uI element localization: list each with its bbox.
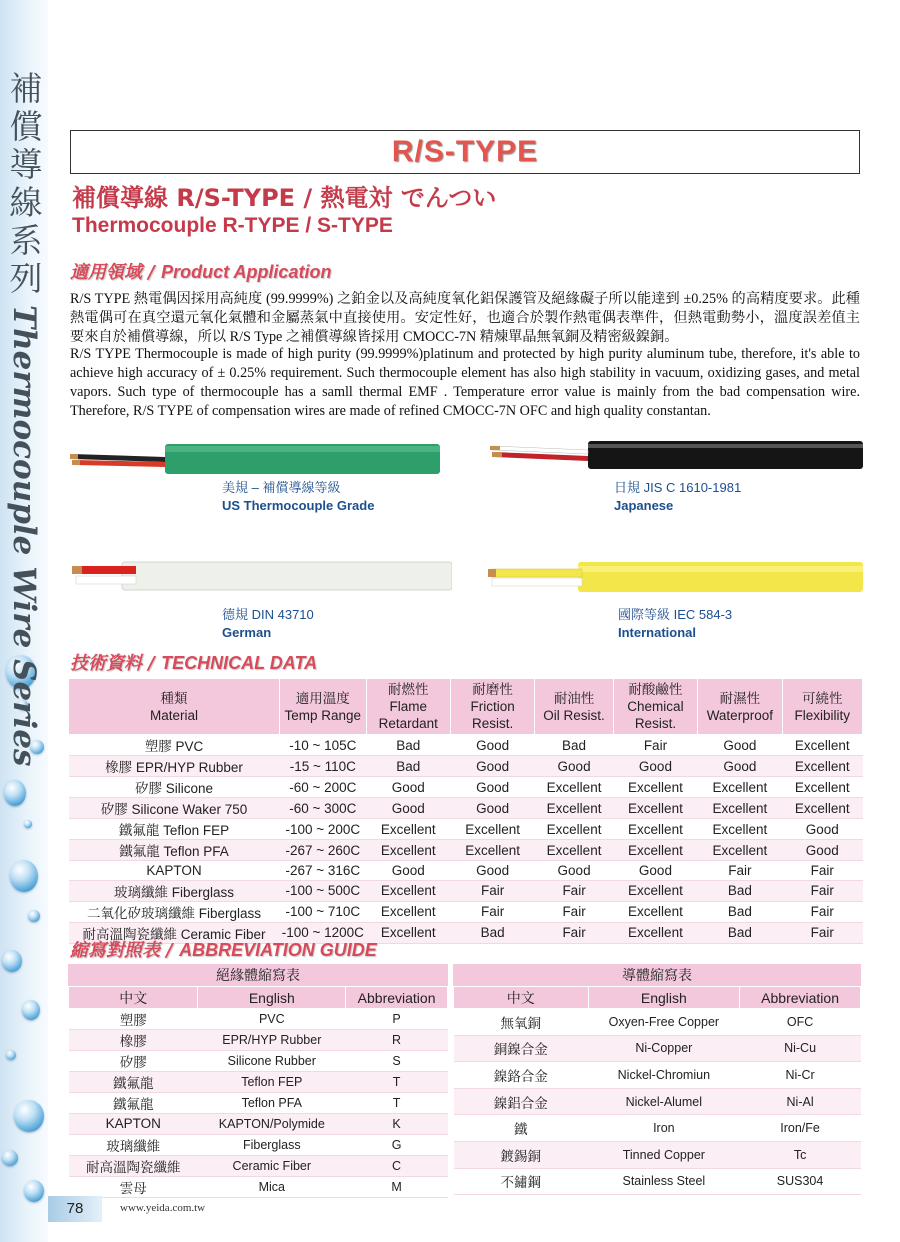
table-cell: 橡膠 EPR/HYP Rubber (69, 756, 280, 777)
side-title (6, 70, 46, 298)
table-cell: G (346, 1134, 448, 1155)
table-cell: Nickel-Chromiun (588, 1062, 740, 1089)
table-cell: 不鏽鋼 (454, 1168, 589, 1195)
page-number: 78 (48, 1196, 102, 1222)
table-cell: KAPTON (69, 861, 280, 881)
table-cell: Excellent (613, 901, 697, 922)
table-row (69, 901, 863, 922)
table-row (69, 1176, 448, 1197)
table-cell: EPR/HYP Rubber (198, 1030, 346, 1051)
table-cell: 耐高溫陶瓷纖維 (69, 1155, 198, 1176)
table-row (69, 1114, 448, 1135)
side-title-cjk-1: 補 (9, 69, 43, 108)
column-header-line: Flame (389, 699, 428, 714)
column-header-line: Waterproof (706, 707, 773, 723)
table-cell: Excellent (366, 901, 450, 922)
application-heading-cn: 適用領域 / (70, 262, 162, 283)
technical-heading-cn: 技術資料 / (70, 653, 162, 674)
table-cell: Ni-Al (740, 1088, 861, 1115)
column-header-line: Resist. (634, 716, 677, 731)
column-header-line: Oil Resist. (543, 707, 605, 723)
table-cell: Excellent (782, 756, 862, 777)
table-cell: C (346, 1155, 448, 1176)
abbreviation-heading (70, 936, 377, 962)
table-row (69, 1009, 448, 1030)
table-cell: 玻璃纖維 (69, 1134, 198, 1155)
table-cell: Excellent (782, 735, 862, 756)
column-header-line: Friction (470, 699, 515, 714)
table-cell: Fair (698, 861, 782, 881)
table-cell: SUS304 (740, 1168, 861, 1195)
column-header (782, 679, 862, 735)
table-cell: Good (450, 777, 534, 798)
column-header-line: Flexibility (794, 707, 851, 723)
table-row (69, 819, 863, 840)
table-cell: Ceramic Fiber (198, 1155, 346, 1176)
table-cell: Iron (588, 1115, 740, 1142)
table-cell: 塑膠 (69, 1009, 198, 1030)
table-cell: Fair (535, 901, 613, 922)
side-title-cjk-3: 導 (9, 145, 43, 184)
table-cell: P (346, 1009, 448, 1030)
column-header (535, 679, 613, 735)
table-row (454, 1088, 861, 1115)
water-drop-icon (10, 860, 38, 892)
website-url: www.yeida.com.tw (120, 1202, 206, 1214)
side-title-cjk-4: 線 (9, 183, 43, 222)
table-cell: Good (698, 735, 782, 756)
table-cell: Nickel-Alumel (588, 1088, 740, 1115)
table-cell: Excellent (613, 840, 697, 861)
table-cell: Mica (198, 1176, 346, 1197)
cable-image-jp (488, 438, 863, 474)
table-cell: -100 ~ 1200C (280, 922, 367, 943)
table-cell: -15 ~ 110C (280, 756, 367, 777)
technical-heading-en: TECHNICAL DATA (161, 653, 318, 673)
table-cell: Oxyen-Free Copper (588, 1009, 740, 1036)
technical-data-table (68, 678, 863, 944)
table-cell: Teflon PFA (198, 1093, 346, 1114)
table-row (69, 1030, 448, 1051)
table-cell: 矽膠 Silicone Waker 750 (69, 798, 280, 819)
table-cell: Excellent (613, 880, 697, 901)
table-cell: -100 ~ 710C (280, 901, 367, 922)
table-cell: Excellent (613, 922, 697, 943)
table-cell: Good (698, 756, 782, 777)
table-cell: PVC (198, 1009, 346, 1030)
table-cell: Ni-Cr (740, 1062, 861, 1089)
table-cell: 矽膠 (69, 1051, 198, 1072)
table-cell: 鐵氟龍 (69, 1072, 198, 1093)
water-drop-icon (2, 1150, 18, 1166)
table-row (69, 756, 863, 777)
column-header-line: 種類 (160, 690, 188, 706)
table-cell: Bad (450, 922, 534, 943)
water-drop-icon (14, 1100, 44, 1132)
table-row (454, 1141, 861, 1168)
table-row (69, 840, 863, 861)
table-cell: Bad (698, 901, 782, 922)
table-cell: 銅鎳合金 (454, 1035, 589, 1062)
table-cell: 耐高溫陶瓷纖維 Ceramic Fiber (69, 922, 280, 943)
table-cell: Excellent (698, 840, 782, 861)
water-drop-icon (2, 950, 22, 972)
column-header-line: 耐磨性 (472, 682, 513, 697)
column-header-line: Resist. (472, 716, 514, 731)
table-row (69, 1093, 448, 1114)
table-cell: -100 ~ 200C (280, 819, 367, 840)
table-cell: -60 ~ 200C (280, 777, 367, 798)
table-cell: 鎳鉻合金 (454, 1062, 589, 1089)
title-chinese: 補償導線 R/S-TYPE / 熱電対 でんつい (72, 184, 497, 212)
table-cell: Excellent (535, 840, 613, 861)
column-header-line: 耐濕性 (719, 690, 761, 706)
table-row (69, 1051, 448, 1072)
water-drop-icon (22, 1000, 40, 1020)
table-cell: M (346, 1176, 448, 1197)
table-cell: Bad (698, 880, 782, 901)
cable-caption-iec (618, 606, 732, 642)
table-cell: 鐵氟龍 Teflon FEP (69, 819, 280, 840)
cable-caption-de (222, 606, 314, 642)
table-cell: T (346, 1072, 448, 1093)
table-cell: Excellent (698, 798, 782, 819)
table-cell: Ni-Cu (740, 1035, 861, 1062)
table-cell: 雲母 (69, 1176, 198, 1197)
insulation-abbreviation-table (68, 964, 448, 1198)
table-row (454, 1062, 861, 1089)
table-cell: Excellent (782, 798, 862, 819)
cable-caption-cn: 美規 – 補償導線等級 (222, 480, 341, 495)
table-cell: Excellent (698, 819, 782, 840)
side-title-cjk-5: 系 (9, 221, 43, 260)
table-cell: Fair (782, 861, 862, 881)
table-row (454, 1168, 861, 1195)
table-cell: Good (366, 798, 450, 819)
table-cell: Good (782, 840, 862, 861)
table-cell: Good (450, 756, 534, 777)
insulation-table-title: 絕緣體縮寫表 (68, 964, 448, 986)
column-header-line: Material (149, 707, 198, 723)
column-header-line: 耐油性 (553, 690, 595, 706)
table-row (69, 777, 863, 798)
cable-caption-cn: 德規 DIN 43710 (222, 607, 314, 622)
table-cell: Fair (782, 901, 862, 922)
title-english: Thermocouple R-TYPE / S-TYPE (72, 214, 393, 237)
table-cell: Excellent (366, 880, 450, 901)
column-header (613, 679, 697, 735)
application-text-cn: R/S TYPE 熱電偶因採用高純度 (99.9999%) 之鉑金以及高純度氧化鋁保護管及絕緣礙子所以能達到 ±0.25% 的高精度要求。此種熱電偶可在真空還元氧化氣體和金屬蒸氣中直接使用。安定性好，也適合於製作熱電偶表準件，但熱電動勢小，溫度誤差值主要來自於補償導線，所以 R/S Type 之補償導線皆採用 CMOCC-7N 精煉單晶無氧銅及精密級鎳銅。 (70, 291, 860, 345)
column-header (698, 679, 782, 735)
table-cell: Stainless Steel (588, 1168, 740, 1195)
column-header (69, 679, 280, 735)
cable-caption-cn: 國際等級 IEC 584-3 (618, 607, 733, 622)
table-cell: Excellent (698, 777, 782, 798)
page-title-box (70, 130, 860, 174)
cable-caption-en: German (222, 625, 272, 640)
abbreviation-heading-cn: 縮寫對照表 / (70, 940, 180, 961)
table-cell: Fiberglass (198, 1134, 346, 1155)
side-title-cjk-6: 列 (9, 259, 43, 298)
table-cell: Fair (450, 901, 534, 922)
table-cell: Excellent (450, 819, 534, 840)
table-cell: 橡膠 (69, 1030, 198, 1051)
table-cell: KAPTON (69, 1114, 198, 1135)
table-cell: Fair (535, 880, 613, 901)
technical-heading (70, 649, 317, 675)
column-header-line: Chemical (627, 699, 684, 714)
table-cell: Silicone Rubber (198, 1051, 346, 1072)
cable-image-iec (488, 560, 863, 596)
column-header: English (198, 987, 346, 1009)
column-header-line: Temp Range (284, 707, 362, 723)
table-cell: 塑膠 PVC (69, 735, 280, 756)
column-header: English (588, 987, 740, 1009)
table-cell: 無氧銅 (454, 1009, 589, 1036)
table-cell: 鎳鋁合金 (454, 1088, 589, 1115)
table-cell: 鐵氟龍 (69, 1093, 198, 1114)
table-cell: 鐵 (454, 1115, 589, 1142)
table-cell: 玻璃纖維 Fiberglass (69, 880, 280, 901)
table-cell: Fair (613, 735, 697, 756)
table-row (69, 880, 863, 901)
table-row (69, 735, 863, 756)
column-header: Abbreviation (740, 987, 861, 1009)
table-cell: 矽膠 Silicone (69, 777, 280, 798)
column-header-line: 耐酸鹼性 (628, 682, 683, 697)
page-title: R/S-TYPE (391, 135, 539, 168)
table-cell: OFC (740, 1009, 861, 1036)
table-cell: Good (366, 861, 450, 881)
cable-caption-en: International (618, 625, 697, 640)
table-row (69, 798, 863, 819)
table-cell: Bad (698, 922, 782, 943)
table-cell: S (346, 1051, 448, 1072)
table-row (69, 1072, 448, 1093)
conductor-abbreviation-table (453, 964, 861, 1195)
side-title-en: Thermocouple Wire Series (6, 305, 42, 767)
cable-image-us (70, 440, 440, 480)
table-cell: Bad (366, 756, 450, 777)
table-row (69, 1134, 448, 1155)
table-cell: Good (535, 756, 613, 777)
column-header-line: 耐燃性 (388, 682, 429, 697)
table-cell: Fair (450, 880, 534, 901)
column-header: 中文 (454, 987, 589, 1009)
table-cell: Fair (535, 922, 613, 943)
side-title-en-wrap (4, 305, 44, 767)
water-drop-icon (4, 780, 26, 806)
table-cell: Good (450, 735, 534, 756)
table-cell: R (346, 1030, 448, 1051)
cable-caption-en: US Thermocouple Grade (222, 498, 375, 513)
table-cell: Excellent (613, 798, 697, 819)
abbreviation-heading-en: ABBREVIATION GUIDE (179, 940, 377, 960)
table-cell: Excellent (366, 840, 450, 861)
table-cell: Ni-Copper (588, 1035, 740, 1062)
table-cell: Tc (740, 1141, 861, 1168)
table-cell: K (346, 1114, 448, 1135)
water-drop-icon (24, 820, 32, 828)
table-cell: Bad (535, 735, 613, 756)
table-cell: Excellent (535, 798, 613, 819)
table-cell: KAPTON/Polymide (198, 1114, 346, 1135)
column-header: 中文 (69, 987, 198, 1009)
column-header-line: 適用溫度 (295, 690, 350, 706)
cable-image-de (72, 560, 452, 592)
column-header (366, 679, 450, 735)
table-cell: Excellent (366, 922, 450, 943)
column-header: Abbreviation (346, 987, 448, 1009)
table-cell: Excellent (535, 777, 613, 798)
table-cell: -267 ~ 316C (280, 861, 367, 881)
table-row (454, 1115, 861, 1142)
application-heading (70, 258, 331, 284)
table-cell: Teflon FEP (198, 1072, 346, 1093)
table-cell: Bad (366, 735, 450, 756)
cable-caption-en: Japanese (614, 498, 674, 513)
water-drop-icon (28, 910, 40, 922)
table-row (69, 1155, 448, 1176)
table-cell: Excellent (366, 819, 450, 840)
table-row (454, 1009, 861, 1036)
table-cell: 鐵氟龍 Teflon PFA (69, 840, 280, 861)
table-cell: Good (613, 861, 697, 881)
table-cell: Good (450, 861, 534, 881)
table-cell: Good (613, 756, 697, 777)
table-cell: Excellent (613, 819, 697, 840)
table-cell: Good (366, 777, 450, 798)
table-cell: Excellent (450, 840, 534, 861)
table-row (69, 861, 863, 881)
water-drop-icon (24, 1180, 44, 1202)
table-cell: Good (535, 861, 613, 881)
table-cell: Excellent (613, 777, 697, 798)
table-cell: Tinned Copper (588, 1141, 740, 1168)
table-cell: -60 ~ 300C (280, 798, 367, 819)
column-header-line: Retardant (378, 716, 438, 731)
table-cell: -267 ~ 260C (280, 840, 367, 861)
table-cell: 鍍錫銅 (454, 1141, 589, 1168)
table-cell: -100 ~ 500C (280, 880, 367, 901)
column-header-line: 可繞性 (802, 690, 843, 706)
table-cell: Good (450, 798, 534, 819)
table-cell: Excellent (782, 777, 862, 798)
cable-caption-us (222, 479, 374, 515)
table-cell: Fair (782, 880, 862, 901)
side-title-cjk-2: 償 (9, 107, 43, 146)
table-row (454, 1035, 861, 1062)
water-drop-icon (6, 1050, 16, 1060)
table-cell: 二氧化矽玻璃纖維 Fiberglass (69, 901, 280, 922)
conductor-table-title: 導體縮寫表 (453, 964, 861, 986)
table-cell: Fair (782, 922, 862, 943)
cable-caption-cn: 日規 JIS C 1610-1981 (614, 480, 742, 495)
application-text-en: R/S TYPE Thermocouple is made of high purity (99.9999%)platinum and protected by high purity aluminum tube, therefore, it's able to achieve high accuracy of ± 0.25% requirement. Such thermocouple element has also high stability in vacuum, oxidizing gases, and metal vapors. Such type of thermocouple has a samll thermal EMF . Temperature error value is mainly from the bad compensation wire. Therefore, R/S TYPE of compensation wires are made of refined CMOCC-7N OFC and high quality constantan. (70, 346, 860, 419)
table-cell: Iron/Fe (740, 1115, 861, 1142)
application-heading-en: Product Application (161, 262, 332, 282)
cable-caption-jp (614, 479, 741, 515)
column-header (450, 679, 534, 735)
column-header (280, 679, 367, 735)
table-cell: T (346, 1093, 448, 1114)
table-cell: Excellent (535, 819, 613, 840)
table-cell: -10 ~ 105C (280, 735, 367, 756)
table-cell: Good (782, 819, 862, 840)
